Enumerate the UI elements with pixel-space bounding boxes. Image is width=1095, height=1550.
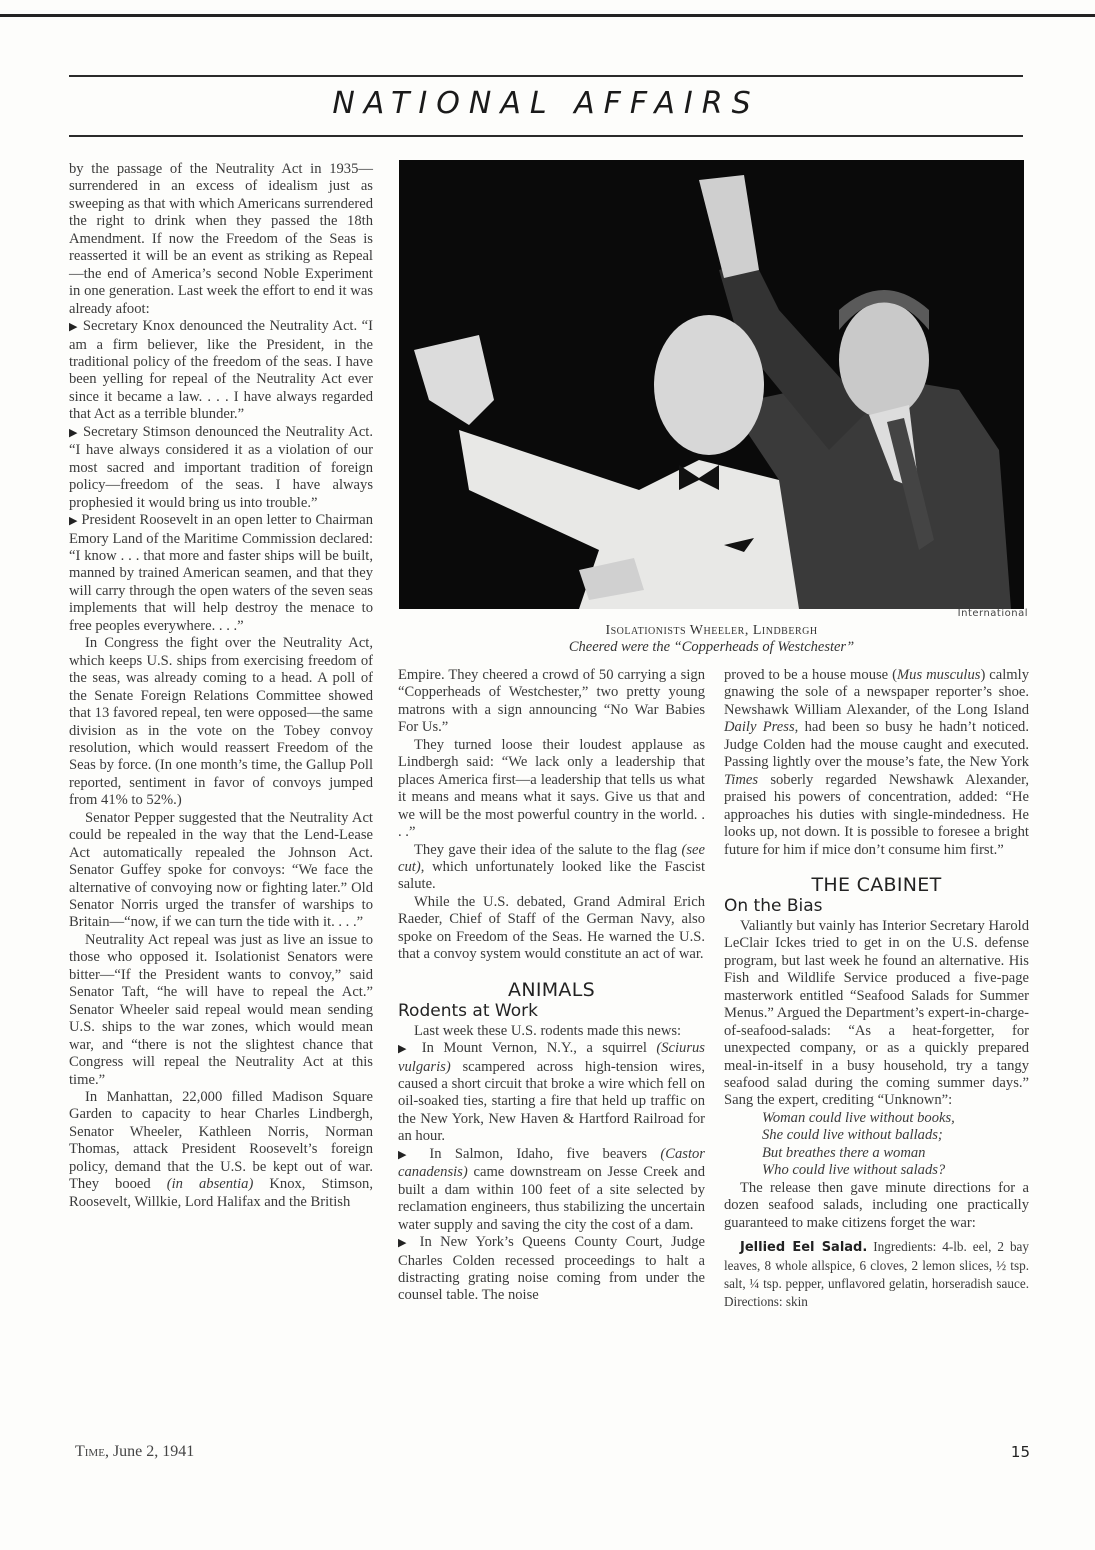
page-number: 15 — [1010, 1443, 1030, 1461]
department-heading: THE CABINET — [811, 873, 942, 896]
text-run: In Salmon, Idaho, five beavers — [429, 1145, 661, 1162]
bullet-triangle-icon: ▶ — [398, 1148, 417, 1161]
bullet-triangle-icon: ▶ — [69, 426, 79, 439]
paragraph: They turned loose their loudest applause as Lindbergh said: “We lack only a leadership that places America first—a leadership that tells us what it means and means what it says. Give us that and we will be the most powerful country in the world. . . .” — [398, 736, 705, 841]
text-run: came downstream on Jesse Creek and built a dam within 100 feet of a site selected by reclamation engineers, thus stabilizing the uncertain water supply and saving the city the cost of a dam. — [398, 1164, 705, 1233]
bullet-triangle-icon: ▶ — [69, 515, 78, 528]
recipe-paragraph — [724, 1238, 1029, 1312]
paragraph: In Congress the fight over the Neutrality Act, which keeps U.S. ships from exercising freedom of the seas, was already coming to a head. A poll of the Senate Foreign Relations Committee showed that 13 favored repeal, ten were opposed—the same division as in the vote on the Tobey convoy resolution, which would reassert Freedom of the Seas by force. (In one month’s time, the Gallup Poll reported, sentiment in favor of convoys jumped from 41% to 52%.) — [69, 635, 373, 809]
face-wheeler — [654, 315, 764, 455]
text-run: In Manhattan, 22,000 filled Madison Square Garden to capacity to hear Charles Lindbergh, Senator Wheeler, Kathleen Norris, Norman Thomas, attack President Roosevelt’s foreign policy, demand that the U.S. be kept out of war. They booed — [69, 1089, 373, 1193]
news-photo — [399, 160, 1024, 609]
paragraph: Empire. They cheered a crowd of 50 carrying a sign “Copperheads of Westchester,” two pretty young matrons with a sign announcing “No War Babies For Us.” — [398, 667, 705, 736]
paragraph: Valiantly but vainly has Interior Secretary Harold LeClair Ickes tried to get in on the U.S. defense program, but last week he found an alternative. His Fish and Wildlife Service produced a five-page masterwork entitled “Seafood Salads for Summer Menus.” Argued the Department’s expert-in-charge-of-seafood-salads: “As a heat-forgetter, for unexpected company, or as a quickly prepared meal-in-itself in a busy household, try a tangy seafood salad during the coming summer days.” Sang the expert, crediting “Unknown”: — [724, 917, 1029, 1109]
bullet-item — [398, 1040, 705, 1146]
poem-line: Woman could live without books, — [762, 1109, 955, 1126]
poem-line: But breathes there a woman — [762, 1144, 926, 1161]
photo-caption-title: Isolationists Wheeler, Lindbergh — [605, 623, 818, 638]
recipe-title: Jellied Eel Salad. — [740, 1240, 868, 1256]
column-2 — [398, 667, 705, 1305]
footer-dateline — [75, 1443, 194, 1461]
photo-credit: International — [957, 608, 1028, 619]
face-lindbergh — [839, 302, 929, 418]
bullet-text: Secretary Knox denounced the Neutrality Act. “I am a firm believer, like the President, in the traditional policy of the freedom of the seas. I have been yelling for repeal of the Neutrality Act ever since it became a law. . . . I have always regarded that Act as a terrible blunder.” — [69, 318, 373, 423]
text-run: soberly regarded Newshawk Alexander, praised his powers of concentration, added: “He approaches his duties with single-mindedness. He looks up, not down. It is possible to foresee a bright future for him if mice don’t consume him first.” — [724, 771, 1029, 858]
header-rule-top — [69, 75, 1023, 77]
magazine-name: Time — [75, 1443, 105, 1460]
paragraph — [724, 667, 1029, 859]
recipe-text: Ingredients: 4-lb. eel, 2 bay leaves, 8 whole allspice, 6 cloves, 2 lemon slices, ½ tsp. salt, ¼ tsp. pepper, unflavored gelatin, horseradish sauce. Directions: skin — [724, 1239, 1029, 1310]
column-1 — [69, 161, 373, 1211]
paragraph: The release then gave minute directions for a dozen seafood salads, including one practically guaranteed to make citizens forget the war: — [724, 1179, 1029, 1231]
story-headline: On the Bias — [724, 896, 823, 917]
text-run: They gave their idea of the salute to the flag — [414, 841, 682, 858]
bullet-item — [69, 424, 373, 512]
text-run: ) calmly gnawing the sole of a newspaper reporter’s shoe. Newshawk William Alexander, of the Long Island — [724, 667, 1029, 718]
bullet-text: President Roosevelt in an open letter to Chairman Emory Land of the Maritime Commission declared: “I know . . . that more and faster ships will be built, manned by trained American seamen, and that they will carry through the open waters of the seven seas implements that will help destroy the menace to free peoples everywhere. . . .” — [69, 512, 373, 634]
paragraph — [398, 842, 705, 894]
italic-text: (Sciurus vulgaris) — [398, 1040, 705, 1075]
section-title: NATIONAL AFFAIRS — [332, 86, 760, 121]
paragraph: Last week these U.S. rodents made this news: — [414, 1022, 682, 1039]
poem-line: She could live without ballads; — [762, 1127, 943, 1144]
photo-caption-subtitle: Cheered were the “Copperheads of Westchester” — [568, 639, 855, 655]
text-run: , which unfortunately looked like the Fascist salute. — [398, 858, 705, 893]
bullet-text: Secretary Stimson denounced the Neutrality Act. “I have always considered it as a violation of our most sacred and important tradition of foreign policy—freedom of the seas. I have always prophesied it would bring us into trouble.” — [69, 423, 373, 511]
italic-text: Mus musculus — [897, 667, 981, 683]
poem — [724, 1110, 1029, 1180]
bullet-item — [69, 318, 373, 424]
bullet-text: In New York’s Queens County Court, Judge Charles Colden recessed proceedings to halt a distracting grating noise coming from under the counsel table. The noise — [398, 1234, 705, 1304]
bullet-item — [398, 1146, 705, 1234]
text-run: , had been so busy he hadn’t noticed. Judge Colden had the mouse caught and executed. Passing lightly over the mouse’s fate, the New York — [724, 719, 1029, 771]
poem-line: Who could live without salads? — [762, 1162, 946, 1179]
paragraph: by the passage of the Neutrality Act in 1935—surrendered in an excess of idealism just as sweeping as that with which Americans surrendered the right to drink when they passed the 18th Amendment. If now the Freedom of the Seas is reasserted it will be an event as striking as Repeal—the end of America’s second Noble Experiment in one generation. Last week the effort to end it was already afoot: — [69, 161, 373, 317]
paragraph: While the U.S. debated, Grand Admiral Erich Raeder, Chief of Staff of the German Navy, also spoke on Freedom of the Seas. He warned the U.S. that a convoy system would constitute an act of war. — [398, 893, 705, 963]
photo-illustration — [399, 160, 1024, 609]
text-run: proved to be a house mouse ( — [724, 667, 897, 683]
bullet-triangle-icon: ▶ — [69, 321, 79, 334]
top-rule — [0, 14, 1095, 17]
bullet-item — [69, 512, 373, 635]
italic-text: Daily Press — [724, 719, 795, 736]
text-run: Knox, Stimson, Roosevelt, Willkie, Lord Halifax and the British — [69, 1176, 373, 1210]
text-run: In Mount Vernon, N.Y., a squirrel — [421, 1040, 657, 1057]
header-rule-bottom — [69, 135, 1023, 137]
issue-date: , June 2, 1941 — [104, 1443, 195, 1460]
italic-text: (see cut) — [398, 841, 705, 875]
department-heading: ANIMALS — [508, 978, 595, 1001]
italic-text: (in absentia) — [166, 1176, 254, 1193]
bullet-triangle-icon: ▶ — [398, 1237, 412, 1250]
bullet-triangle-icon: ▶ — [398, 1043, 413, 1056]
column-3 — [724, 667, 1029, 1312]
story-headline: Rodents at Work — [398, 1001, 538, 1022]
text-run: scampered across high-tension wires, caused a short circuit that broke a wire which fell on oil-soaked ties, starting a fire that held up traffic on the New York, New Haven & Hartford Railroad for an hour. — [398, 1058, 705, 1145]
italic-text: (Castor canadensis) — [398, 1145, 705, 1181]
paragraph: Senator Pepper suggested that the Neutrality Act could be repealed in the way that the Lend-Lease Act automatically repealed the Johnson Act. Senator Guffey spoke for convoys: “We face the alternative of convoying now or fighting later.” Old Senator Norris urged the transfer of warships to Britain—“now, if we can turn the tide with it. . . .” — [69, 809, 373, 931]
bullet-item — [398, 1234, 705, 1305]
paragraph — [69, 1089, 373, 1211]
italic-text: Times — [724, 771, 759, 788]
paragraph: Neutrality Act repeal was just as live an issue to those who opposed it. Isolationist Senators were bitter—“If the President wants to convoy,” said Senator Taft, “he will have to repeal the Act.” Senator Wheeler said repeal would mean sending U.S. ships to the war zones, which would mean war, and “there is not the slightest chance that Congress will repeal the Neutrality Act at this time.” — [69, 931, 373, 1088]
